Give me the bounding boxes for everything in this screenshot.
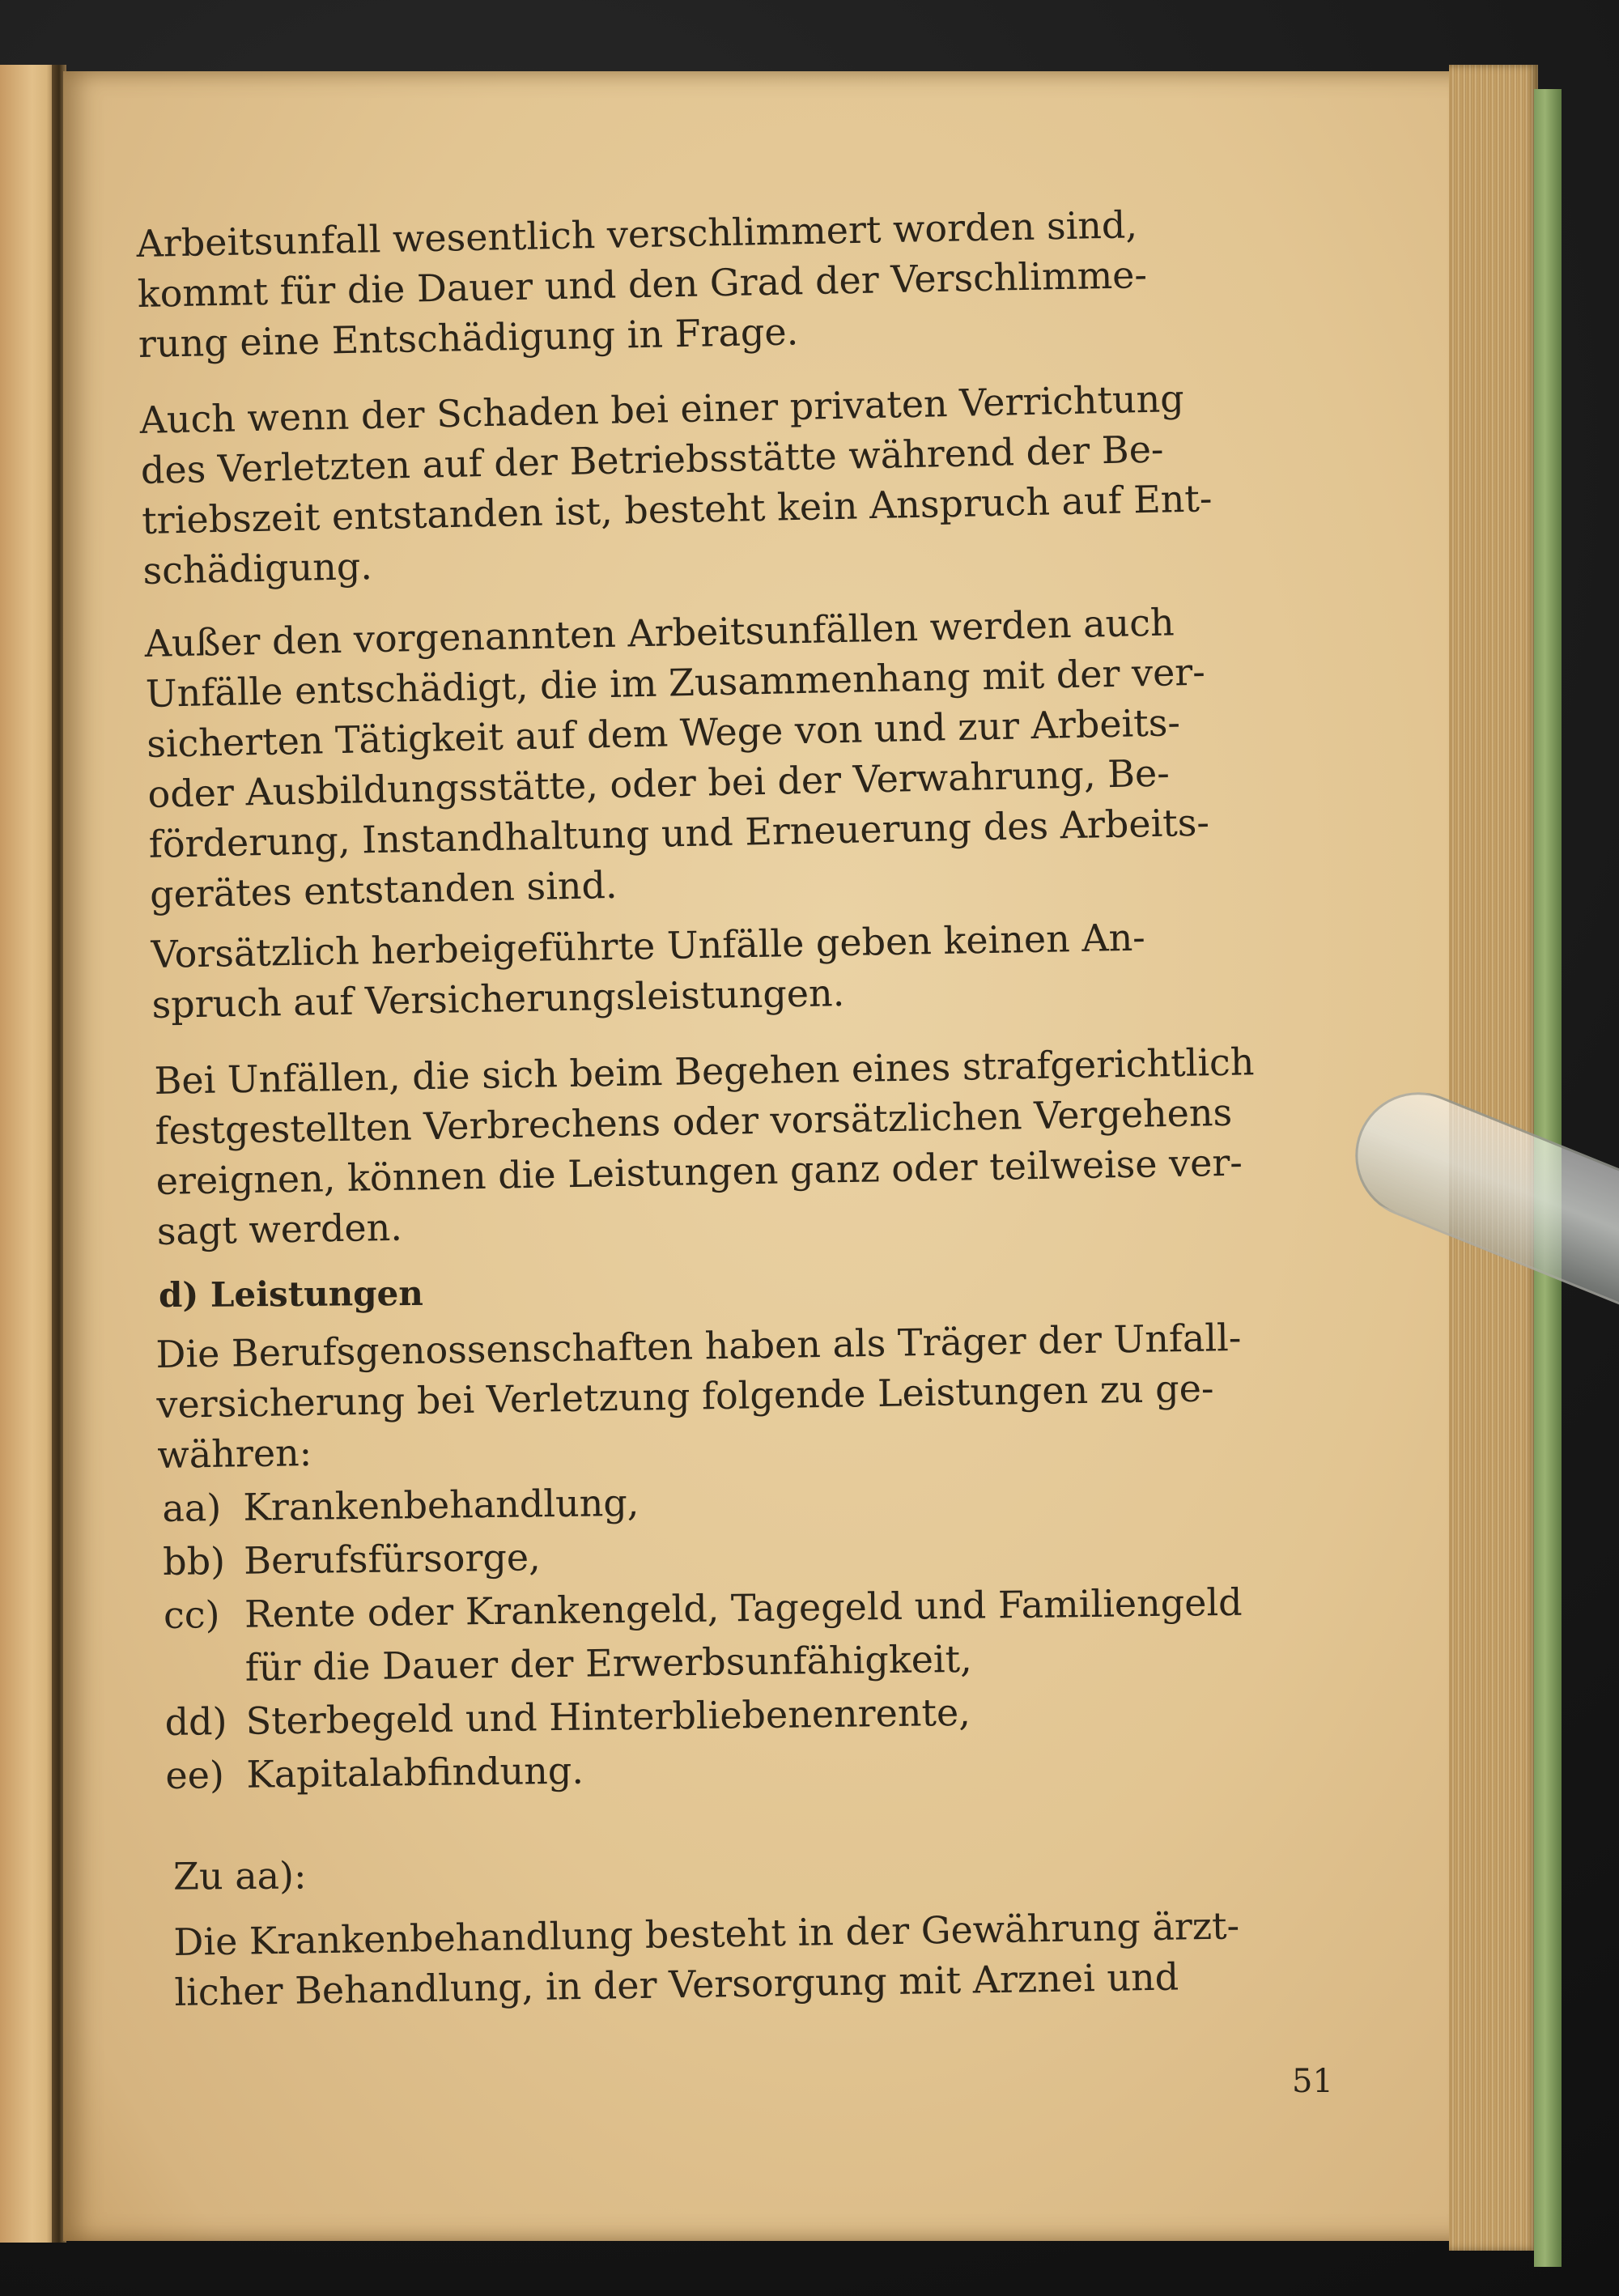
text-line: Außer den vorgenannten Arbeitsunfällen werden auch	[144, 600, 1175, 665]
list-marker: cc)	[163, 1592, 220, 1637]
text-line: Arbeitsunfall wesentlich verschlimmert worden sind,	[136, 202, 1138, 266]
text-line: versicherung bei Verletzung folgende Leistungen zu ge-	[156, 1366, 1214, 1426]
text-line: festgestellten Verbrechens oder vorsätzlichen Vergehens	[155, 1090, 1233, 1153]
intro-paragraph	[155, 1312, 1243, 1480]
text-line: Vorsätzlich herbeigeführte Unfälle geben keinen An-	[151, 915, 1146, 976]
section-heading: d) Leistungen	[158, 1273, 423, 1316]
benefits-list	[162, 1469, 1244, 1802]
text-line: schädigung.	[142, 544, 373, 593]
text-line: Die Berufsgenossenschaften haben als Träger der Unfall-	[155, 1315, 1242, 1376]
page-number: 51	[1292, 2063, 1333, 2100]
text-line: triebszeit entstanden ist, besteht kein Anspruch auf Ent-	[141, 476, 1213, 542]
text-line: des Verletzten auf der Betriebsstätte während der Be-	[140, 427, 1164, 492]
list-marker: bb)	[162, 1539, 226, 1584]
text-line: licher Behandlung, in der Versorgung mit Arznei und	[174, 1954, 1179, 2014]
paragraph-1	[136, 199, 1149, 369]
text-line: oder Ausbildungsstätte, oder bei der Verwahrung, Be-	[147, 750, 1171, 816]
text-line: sagt werden.	[156, 1205, 403, 1253]
paragraph-2	[139, 372, 1213, 596]
list-text: Rente oder Krankengeld, Tagegeld und Familiengeld	[244, 1580, 1243, 1636]
paragraph-3	[144, 597, 1211, 920]
closing-paragraph	[173, 1900, 1241, 2018]
list-marker: aa)	[162, 1486, 222, 1530]
subheading: Zu aa):	[172, 1853, 307, 1898]
text-line: Bei Unfällen, die sich beim Begehen eines strafgerichtlich	[154, 1040, 1255, 1103]
text-line: Die Krankenbehandlung besteht in der Gewährung ärzt-	[173, 1903, 1240, 1964]
list-text: Berufsfürsorge,	[243, 1535, 542, 1583]
text-line: kommt für die Dauer und den Grad der Verschlimme-	[137, 253, 1148, 316]
list-marker: dd)	[164, 1699, 227, 1744]
text-line: Auch wenn der Schaden bei einer privaten Verrichtung	[139, 376, 1185, 442]
list-marker: ee)	[165, 1753, 225, 1797]
text-line: sicherten Tätigkeit auf dem Wege von und zur Arbeits-	[146, 700, 1181, 766]
text-line: währen:	[157, 1430, 312, 1477]
list-text: Krankenbehandlung,	[243, 1480, 640, 1529]
list-continuation: für die Dauer der Erwerbsunfähigkeit,	[244, 1636, 972, 1690]
text-line: spruch auf Versicherungsleistungen.	[151, 971, 845, 1027]
paragraph-5	[154, 1036, 1257, 1256]
text-line: rung eine Entschädigung in Frage.	[138, 309, 799, 366]
list-text: Sterbegeld und Hinterbliebenenrente,	[245, 1690, 971, 1743]
text-line: gerätes entstanden sind.	[149, 862, 618, 916]
list-text: Kapitalabfindung.	[246, 1748, 584, 1796]
text-line: ereignen, können die Leistungen ganz oder teilweise ver-	[155, 1140, 1243, 1203]
paragraph-4	[151, 912, 1146, 1030]
text-line: förderung, Instandhaltung und Erneuerung des Arbeits-	[148, 800, 1210, 866]
text-line: Unfälle entschädigt, die im Zusammenhang mit der ver-	[145, 649, 1206, 716]
left-page-edge	[0, 65, 58, 2243]
